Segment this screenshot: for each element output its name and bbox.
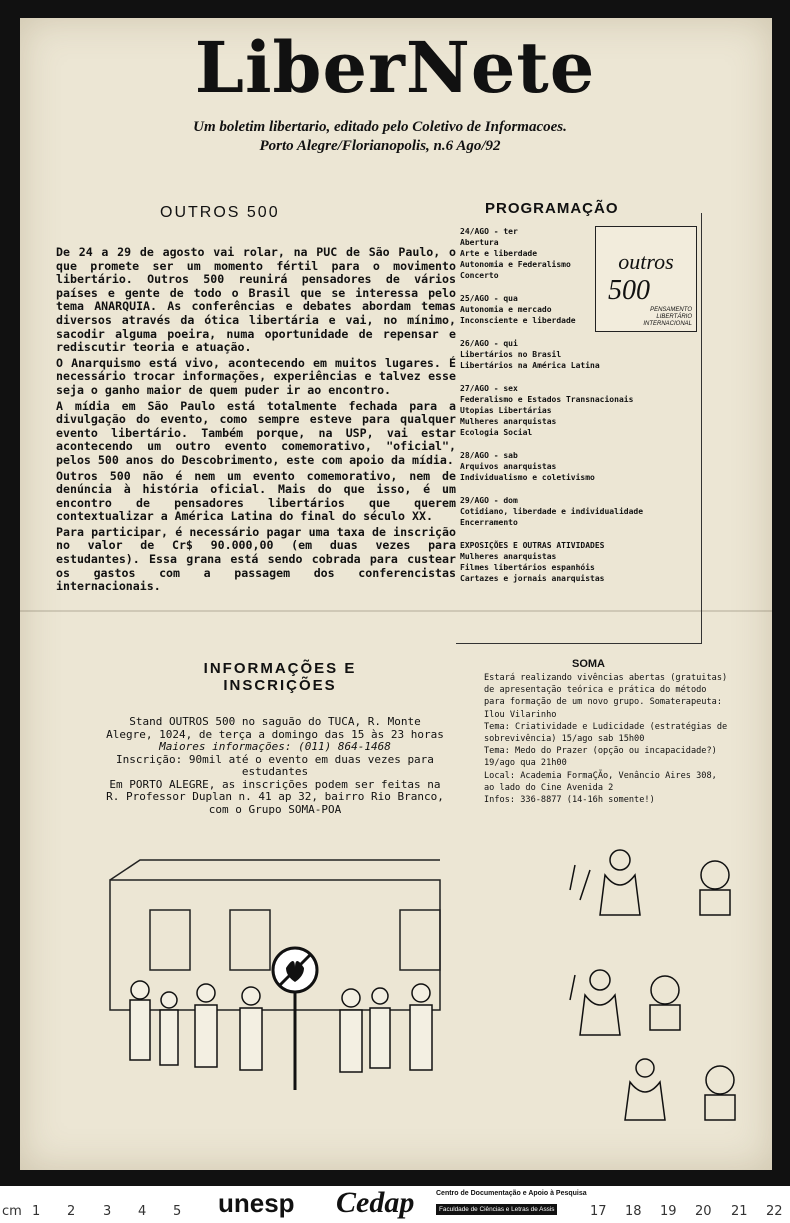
info-line: R. Professor Duplan n. 41 ap 32, bairro Rio Branco, xyxy=(106,790,444,803)
article-paragraph: Para participar, é necessário pagar uma taxa de inscrição no valor de Cr$ 90.000,00 (em duas vezes para estudantes). Essa grana está sendo cobrada para custear os gastos com a passagem dos conferencistas internacionais. xyxy=(56,524,456,594)
cartoon-illustration xyxy=(100,840,740,1140)
soma-line: Ilou Vilarinho xyxy=(484,709,557,720)
logo-tagline: PENSAMENTO LIBERTÁRIO INTERNACIONAL xyxy=(643,307,692,327)
program-item: Autonomia e Federalismo xyxy=(460,260,571,269)
program-item: Utopias Libertárias xyxy=(460,406,552,415)
soma-heading: SOMA xyxy=(572,658,605,670)
program-day xyxy=(460,540,700,584)
program-date: 27/AGO - sex xyxy=(460,384,518,393)
program-item: Ecologia Social xyxy=(460,428,533,437)
program-day xyxy=(460,450,700,483)
program-date: 25/AGO - qua xyxy=(460,294,518,303)
article-paragraph: O Anarquismo está vivo, acontecendo em muitos lugares. É necessário trocar informações, experiências e talvez esse seja o ganho maior de quem puder ir ao encontro. xyxy=(56,355,456,397)
program-item: Libertários na América Latina xyxy=(460,361,600,370)
info-line: Alegre, 1024, de terça a domingo das 15 às 23 horas xyxy=(106,727,444,741)
program-date: 29/AGO - dom xyxy=(460,496,518,505)
pedestrians-illustration xyxy=(130,981,432,1072)
program-item: Cotidiano, liberdade e individualidade xyxy=(460,507,644,516)
program-item: Mulheres anarquistas xyxy=(460,552,557,561)
info-heading-line: INFORMAÇÕES E xyxy=(203,660,357,677)
no-love-sign-icon xyxy=(273,948,317,1090)
soma-line: 19/ago qua 21h00 xyxy=(484,758,567,769)
outros-500-logo xyxy=(595,226,697,332)
building-illustration xyxy=(110,860,440,1010)
info-line: Em PORTO ALEGRE, as inscrições podem ser feitas na xyxy=(109,777,441,791)
cedap-caption: Faculdade de Ciências e Letras de Assis xyxy=(436,1204,557,1215)
cedap-logo: Cedap xyxy=(336,1186,415,1219)
programacao-heading: PROGRAMAÇÃO xyxy=(485,200,619,217)
subtitle-line: Um boletim libertario, editado pelo Coletivo de Informacoes. xyxy=(193,119,567,135)
program-item: Abertura xyxy=(460,238,499,247)
soma-line: sobrevivência) 15/ago sab 15h00 xyxy=(484,734,645,745)
program-day xyxy=(460,495,700,528)
info-line: Inscrição: 90mil até o evento em duas vezes para xyxy=(116,752,434,766)
program-item: Concerto xyxy=(460,271,499,280)
program-item: Libertários no Brasil xyxy=(460,350,562,359)
program-day xyxy=(460,338,700,371)
program-item: Encerramento xyxy=(460,518,518,527)
masthead-title: LiberNete xyxy=(194,26,596,109)
ruler-tick: 19 xyxy=(660,1204,677,1219)
program-item: Federalismo e Estados Transnacionais xyxy=(460,395,634,404)
ruler-tick: 18 xyxy=(625,1204,642,1219)
soma-line: Local: Academia FormaÇÃo, Venâncio Aires 308, xyxy=(484,770,717,781)
soma-line: de apresentação teórica e prática do método xyxy=(484,685,707,696)
info-body xyxy=(90,716,460,816)
program-date: 28/AGO - sab xyxy=(460,451,518,460)
soma-line: Infos: 336-8877 (14-16h somente!) xyxy=(484,795,655,806)
cedap-caption: Centro de Documentação e Apoio à Pesquisa xyxy=(436,1190,587,1197)
program-item: Inconsciente e liberdade xyxy=(460,316,576,325)
info-line: Maiores informações: (011) 864-1468 xyxy=(159,740,391,753)
article-paragraph: A mídia em São Paulo está totalmente fechada para a divulgação do evento, como sempre esteve para qualquer evento libertário. Também porque, na USP, vai estar acontecendo um outro evento comemorativo, "oficial", pelos 500 anos do Descobrimento, este com apoio da mídia. xyxy=(56,398,456,467)
program-item: Cartazes e jornais anarquistas xyxy=(460,574,605,583)
soma-line: Tema: Criatividade e Ludicidade (estratégias de xyxy=(484,721,728,732)
subtitle-line: Porto Alegre/Florianopolis, n.6 Ago/92 xyxy=(259,138,501,154)
soma-line: ao lado do Cine Avenida 2 xyxy=(484,782,614,793)
article-body xyxy=(56,246,456,596)
ruler-tick: 5 xyxy=(173,1204,182,1219)
soma-body xyxy=(484,672,754,806)
program-item: Individualismo e coletivismo xyxy=(460,473,595,482)
ruler-tick: 21 xyxy=(731,1204,748,1219)
program-item: Mulheres anarquistas xyxy=(460,417,557,426)
ruler-tick: 17 xyxy=(590,1204,607,1219)
unesp-logo: unesp xyxy=(214,1188,299,1219)
dancing-couples-illustration xyxy=(570,850,735,1120)
archive-footer xyxy=(0,1186,790,1223)
info-heading-line: INSCRIÇÕES xyxy=(223,677,337,694)
soma-line: Tema: Medo do Prazer (opção ou incapacidade?) xyxy=(484,746,717,757)
info-line: estudantes xyxy=(241,765,309,778)
ruler-tick: 4 xyxy=(138,1204,147,1219)
program-date: 26/AGO - qui xyxy=(460,339,518,348)
article-heading: OUTROS 500 xyxy=(160,204,280,221)
ruler-tick: 1 xyxy=(32,1204,41,1219)
program-date: 24/AGO - ter xyxy=(460,227,518,236)
ruler-tick: 3 xyxy=(103,1204,112,1219)
ruler-tick: 22 xyxy=(766,1204,783,1219)
program-item: Arte e liberdade xyxy=(460,249,538,258)
program-item: Filmes libertários espanhóis xyxy=(460,563,595,572)
logo-word: outros xyxy=(618,249,674,274)
ruler-tick: 20 xyxy=(695,1204,712,1219)
soma-line: para formação de um novo grupo. Somaterapeuta: xyxy=(484,697,722,708)
program-item: Arquivos anarquistas xyxy=(460,462,557,471)
article-paragraph: De 24 a 29 de agosto vai rolar, na PUC de São Paulo, o que promete ser um momento fértil para o movimento libertário. Outros 500 reunirá pensadores de vários países e gente de todo o Brasil que se interessa pelo tema ANARQUIA. As conferências e debates abordam temas diversos através da ótica libertária e vai, no mínimo, sacodir alguma poeira, numa oportunidade de repensar e rediscutir teoria e atuação. xyxy=(56,245,456,355)
masthead-subtitle xyxy=(60,118,700,156)
logo-number: 500 xyxy=(608,275,650,306)
soma-line: Estará realizando vivências abertas (gratuitas) xyxy=(484,673,728,683)
info-line: Stand OUTROS 500 no saguão do TUCA, R. Monte xyxy=(129,715,421,728)
ruler-tick: 2 xyxy=(67,1204,76,1219)
program-item: Autonomia e mercado xyxy=(460,305,552,314)
info-heading xyxy=(140,660,420,694)
program-day xyxy=(460,383,700,438)
ruler-unit: cm xyxy=(2,1204,22,1219)
program-date: EXPOSIÇÕES E OUTRAS ATIVIDADES xyxy=(460,541,605,550)
article-paragraph: Outros 500 não é nem um evento comemorativo, nem de denúncia à história oficial. Mais do que isso, é um encontro de pensadores libertários que querem contextualizar a América Latina do final do século XX. xyxy=(56,468,456,524)
info-line: com o Grupo SOMA-POA xyxy=(208,802,342,816)
